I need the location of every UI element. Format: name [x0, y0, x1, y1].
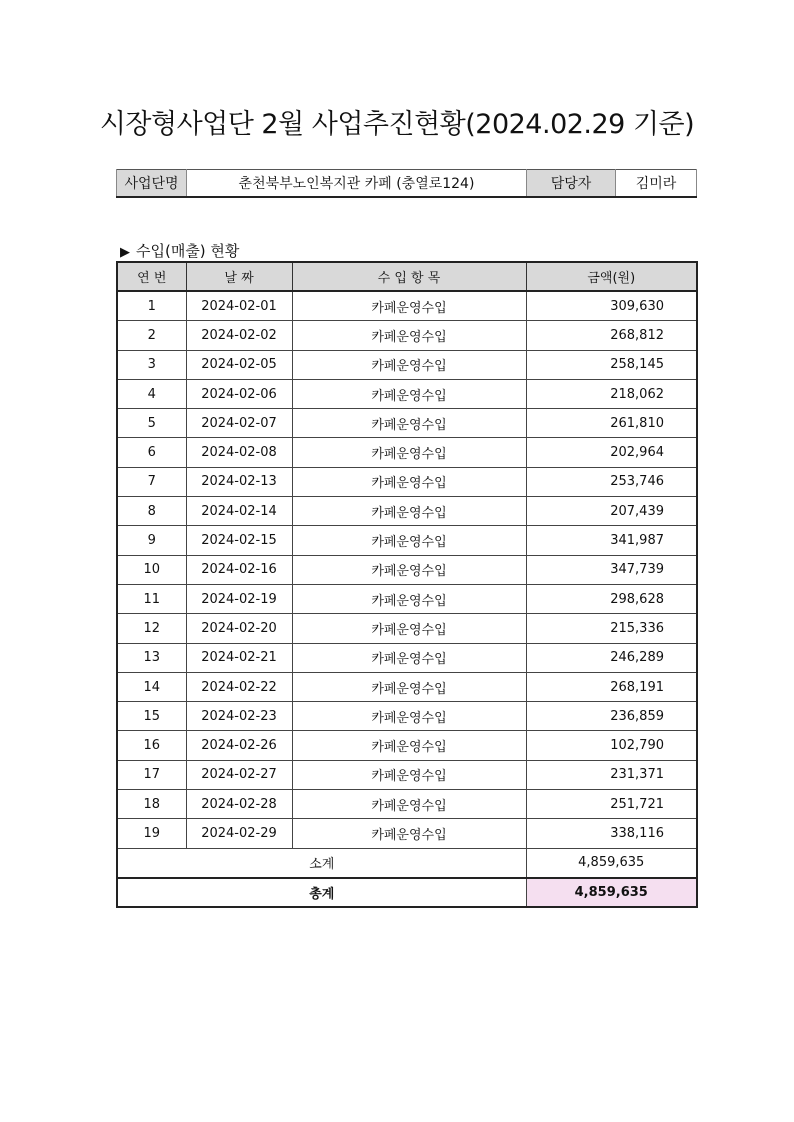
total-amount: 4,859,635 [526, 878, 697, 907]
row-date: 2024-02-02 [186, 321, 292, 350]
row-item: 카페운영수입 [292, 643, 526, 672]
row-date: 2024-02-08 [186, 438, 292, 467]
row-amount: 207,439 [526, 497, 697, 526]
table-row [117, 584, 697, 613]
table-row [117, 467, 697, 496]
section-heading [120, 240, 239, 261]
row-amount: 258,145 [526, 350, 697, 379]
row-item: 카페운영수입 [292, 672, 526, 701]
manager-label: 담당자 [527, 170, 616, 198]
total-label: 총계 [117, 878, 526, 907]
table-row [117, 790, 697, 819]
total-row [117, 878, 697, 907]
row-number: 2 [117, 321, 186, 350]
row-item: 카페운영수입 [292, 702, 526, 731]
table-body [117, 291, 697, 848]
row-date: 2024-02-07 [186, 409, 292, 438]
business-name: 춘천북부노인복지관 카페 (충열로124) [187, 170, 527, 198]
section-title: 수입(매출) 현황 [136, 242, 240, 260]
row-number: 16 [117, 731, 186, 760]
row-amount: 341,987 [526, 526, 697, 555]
row-number: 7 [117, 467, 186, 496]
row-number: 14 [117, 672, 186, 701]
row-date: 2024-02-13 [186, 467, 292, 496]
row-number: 8 [117, 497, 186, 526]
row-item: 카페운영수입 [292, 790, 526, 819]
row-date: 2024-02-14 [186, 497, 292, 526]
row-amount: 218,062 [526, 379, 697, 408]
row-date: 2024-02-05 [186, 350, 292, 379]
row-number: 3 [117, 350, 186, 379]
row-date: 2024-02-01 [186, 291, 292, 321]
table-row [117, 702, 697, 731]
row-number: 13 [117, 643, 186, 672]
row-number: 5 [117, 409, 186, 438]
subtotal-row [117, 848, 697, 878]
row-date: 2024-02-16 [186, 555, 292, 584]
table-row [117, 379, 697, 408]
row-item: 카페운영수입 [292, 614, 526, 643]
row-number: 10 [117, 555, 186, 584]
column-header-amount: 금액(원) [526, 262, 697, 291]
row-date: 2024-02-23 [186, 702, 292, 731]
row-number: 12 [117, 614, 186, 643]
row-item: 카페운영수입 [292, 760, 526, 789]
row-number: 19 [117, 819, 186, 848]
row-date: 2024-02-22 [186, 672, 292, 701]
row-date: 2024-02-27 [186, 760, 292, 789]
triangle-bullet-icon: ▶ [120, 245, 130, 260]
table-row [117, 350, 697, 379]
table-row [117, 643, 697, 672]
revenue-table [116, 261, 698, 908]
row-number: 4 [117, 379, 186, 408]
subtotal-label: 소계 [117, 848, 526, 878]
column-header-item: 수 입 항 목 [292, 262, 526, 291]
row-amount: 261,810 [526, 409, 697, 438]
table-row [117, 409, 697, 438]
table-row [117, 672, 697, 701]
row-amount: 236,859 [526, 702, 697, 731]
row-number: 11 [117, 584, 186, 613]
row-item: 카페운영수입 [292, 584, 526, 613]
table-row [117, 526, 697, 555]
row-amount: 347,739 [526, 555, 697, 584]
table-row [117, 497, 697, 526]
business-info-table [116, 169, 697, 198]
page-title: 시장형사업단 2월 사업추진현황(2024.02.29 기준) [99, 109, 695, 140]
row-date: 2024-02-29 [186, 819, 292, 848]
row-item: 카페운영수입 [292, 291, 526, 321]
row-item: 카페운영수입 [292, 526, 526, 555]
row-item: 카페운영수입 [292, 497, 526, 526]
row-item: 카페운영수입 [292, 350, 526, 379]
row-number: 18 [117, 790, 186, 819]
table-row [117, 819, 697, 848]
row-item: 카페운영수입 [292, 409, 526, 438]
row-number: 15 [117, 702, 186, 731]
row-amount: 309,630 [526, 291, 697, 321]
subtotal-amount: 4,859,635 [526, 848, 697, 878]
row-amount: 251,721 [526, 790, 697, 819]
row-date: 2024-02-20 [186, 614, 292, 643]
row-amount: 253,746 [526, 467, 697, 496]
row-amount: 298,628 [526, 584, 697, 613]
manager-name: 김미라 [616, 170, 697, 198]
row-amount: 102,790 [526, 731, 697, 760]
column-header-date: 날 짜 [186, 262, 292, 291]
table-row [117, 291, 697, 321]
row-date: 2024-02-21 [186, 643, 292, 672]
row-date: 2024-02-26 [186, 731, 292, 760]
row-number: 9 [117, 526, 186, 555]
row-amount: 338,116 [526, 819, 697, 848]
table-row [117, 555, 697, 584]
row-item: 카페운영수입 [292, 819, 526, 848]
table-row [117, 731, 697, 760]
row-date: 2024-02-15 [186, 526, 292, 555]
row-number: 6 [117, 438, 186, 467]
column-header-no: 연 번 [117, 262, 186, 291]
row-date: 2024-02-19 [186, 584, 292, 613]
row-item: 카페운영수입 [292, 555, 526, 584]
table-header-row [117, 262, 697, 291]
row-item: 카페운영수입 [292, 321, 526, 350]
table-row [117, 614, 697, 643]
business-label: 사업단명 [117, 170, 187, 198]
row-number: 1 [117, 291, 186, 321]
table-row [117, 321, 697, 350]
row-date: 2024-02-06 [186, 379, 292, 408]
row-amount: 268,812 [526, 321, 697, 350]
row-date: 2024-02-28 [186, 790, 292, 819]
row-item: 카페운영수입 [292, 438, 526, 467]
row-item: 카페운영수입 [292, 731, 526, 760]
row-amount: 268,191 [526, 672, 697, 701]
table-row [117, 760, 697, 789]
row-amount: 215,336 [526, 614, 697, 643]
table-row [117, 438, 697, 467]
row-number: 17 [117, 760, 186, 789]
row-amount: 202,964 [526, 438, 697, 467]
row-amount: 231,371 [526, 760, 697, 789]
row-amount: 246,289 [526, 643, 697, 672]
row-item: 카페운영수입 [292, 467, 526, 496]
row-item: 카페운영수입 [292, 379, 526, 408]
